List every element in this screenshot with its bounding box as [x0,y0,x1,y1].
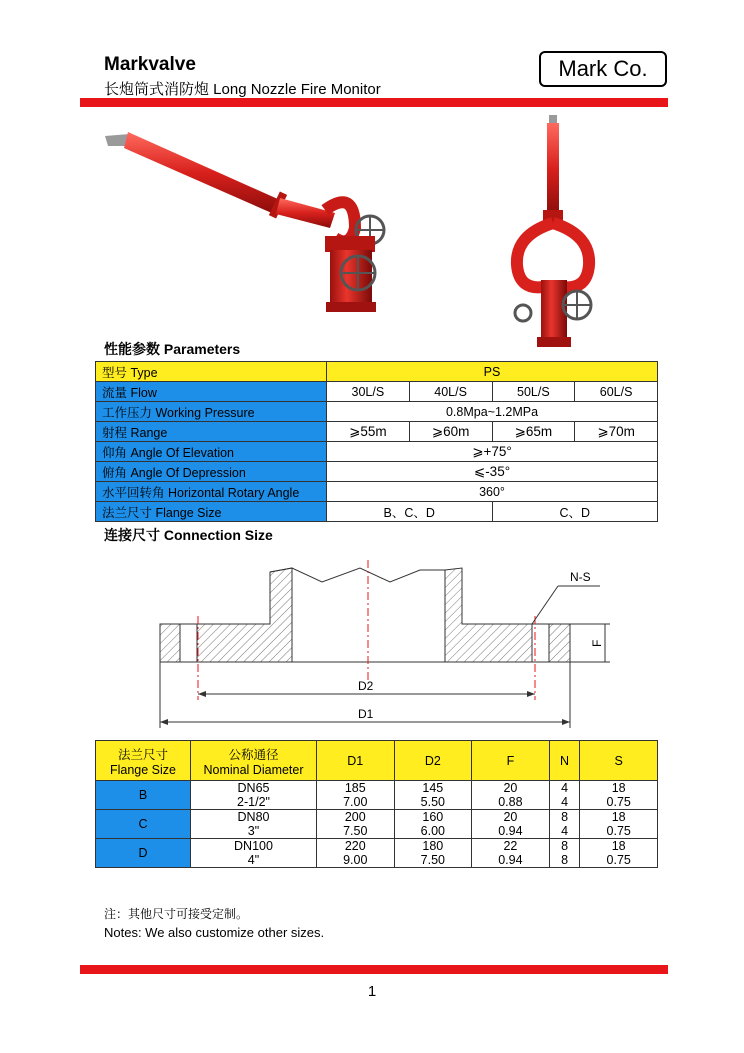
fire-monitor-front-view [505,115,605,350]
type-value: PS [327,362,658,382]
flow-value: 60L/S [575,382,658,402]
d1-cell: 200 7.50 [317,810,395,839]
d2-cell: 145 5.50 [394,781,472,810]
fire-monitor-side-view [100,118,400,318]
flow-value: 40L/S [409,382,492,402]
flange-value: B、C、D [327,502,493,522]
table-row [96,362,658,382]
s-cell: 18 0.75 [580,810,658,839]
header-d1: D1 [317,741,395,781]
depression-value: ⩽-35° [327,462,658,482]
flow-label: 流量 Flow [96,382,327,402]
flange-size-cell: D [96,839,191,868]
rotary-value: 360° [327,482,658,502]
document-subtitle: 长炮筒式消防炮 Long Nozzle Fire Monitor [104,81,381,98]
elevation-value: ⩾+75° [327,442,658,462]
flange-label: 法兰尺寸 Flange Size [96,502,327,522]
parameters-heading: 性能参数 Parameters [104,341,241,357]
table-row [96,502,658,522]
pressure-label: 工作压力 Working Pressure [96,402,327,422]
elevation-label: 仰角 Angle Of Elevation [96,442,327,462]
table-header-row [96,741,658,781]
rotary-label: 水平回转角 Horizontal Rotary Angle [96,482,327,502]
table-row [96,462,658,482]
range-value: ⩾65m [492,422,575,442]
range-value: ⩾70m [575,422,658,442]
flow-value: 30L/S [327,382,410,402]
f-cell: 20 0.88 [472,781,550,810]
header-d2: D2 [394,741,472,781]
type-label: 型号 Type [96,362,327,382]
d2-cell: 160 6.00 [394,810,472,839]
flange-dimension-diagram [150,560,620,730]
note-english: Notes: We also customize other sizes. [104,925,325,940]
s-cell: 18 0.75 [580,781,658,810]
d2-cell: 180 7.50 [394,839,472,868]
range-value: ⩾55m [327,422,410,442]
table-row [96,422,658,442]
nominal-cell: DN100 4" [191,839,317,868]
d1-cell: 220 9.00 [317,839,395,868]
flange-size-table [95,740,658,868]
table-row [96,402,658,422]
s-cell: 18 0.75 [580,839,658,868]
header-n: N [549,741,580,781]
company-logo: Mark Co. [539,51,667,87]
page-number: 1 [367,983,377,1000]
header-divider [80,98,668,107]
flange-value: C、D [492,502,658,522]
header-f: F [472,741,550,781]
d1-label: D1 [358,707,374,721]
n-cell: 8 8 [549,839,580,868]
f-cell: 20 0.94 [472,810,550,839]
table-row [96,781,658,810]
pressure-value: 0.8Mpa~1.2MPa [327,402,658,422]
nominal-cell: DN80 3" [191,810,317,839]
connection-heading: 连接尺寸 Connection Size [104,527,273,543]
table-row [96,442,658,462]
header-s: S [580,741,658,781]
table-row [96,482,658,502]
table-row [96,810,658,839]
note-chinese: 注：其他尺寸可接受定制。 [104,907,249,921]
d1-cell: 185 7.00 [317,781,395,810]
n-cell: 8 4 [549,810,580,839]
n-cell: 4 4 [549,781,580,810]
brand-name: Markvalve [104,54,196,75]
table-row [96,382,658,402]
f-label: F [590,639,604,647]
range-value: ⩾60m [409,422,492,442]
d2-label: D2 [358,679,374,693]
footer-divider [80,965,668,974]
flow-value: 50L/S [492,382,575,402]
range-label: 射程 Range [96,422,327,442]
header-nominal-diameter: 公称通径 Nominal Diameter [191,741,317,781]
header-flange-size: 法兰尺寸 Flange Size [96,741,191,781]
ns-label: N-S [570,570,591,584]
flange-size-cell: C [96,810,191,839]
depression-label: 俯角 Angle Of Depression [96,462,327,482]
nominal-cell: DN65 2-1/2" [191,781,317,810]
f-cell: 22 0.94 [472,839,550,868]
table-row [96,839,658,868]
parameters-table [95,361,658,522]
flange-size-cell: B [96,781,191,810]
